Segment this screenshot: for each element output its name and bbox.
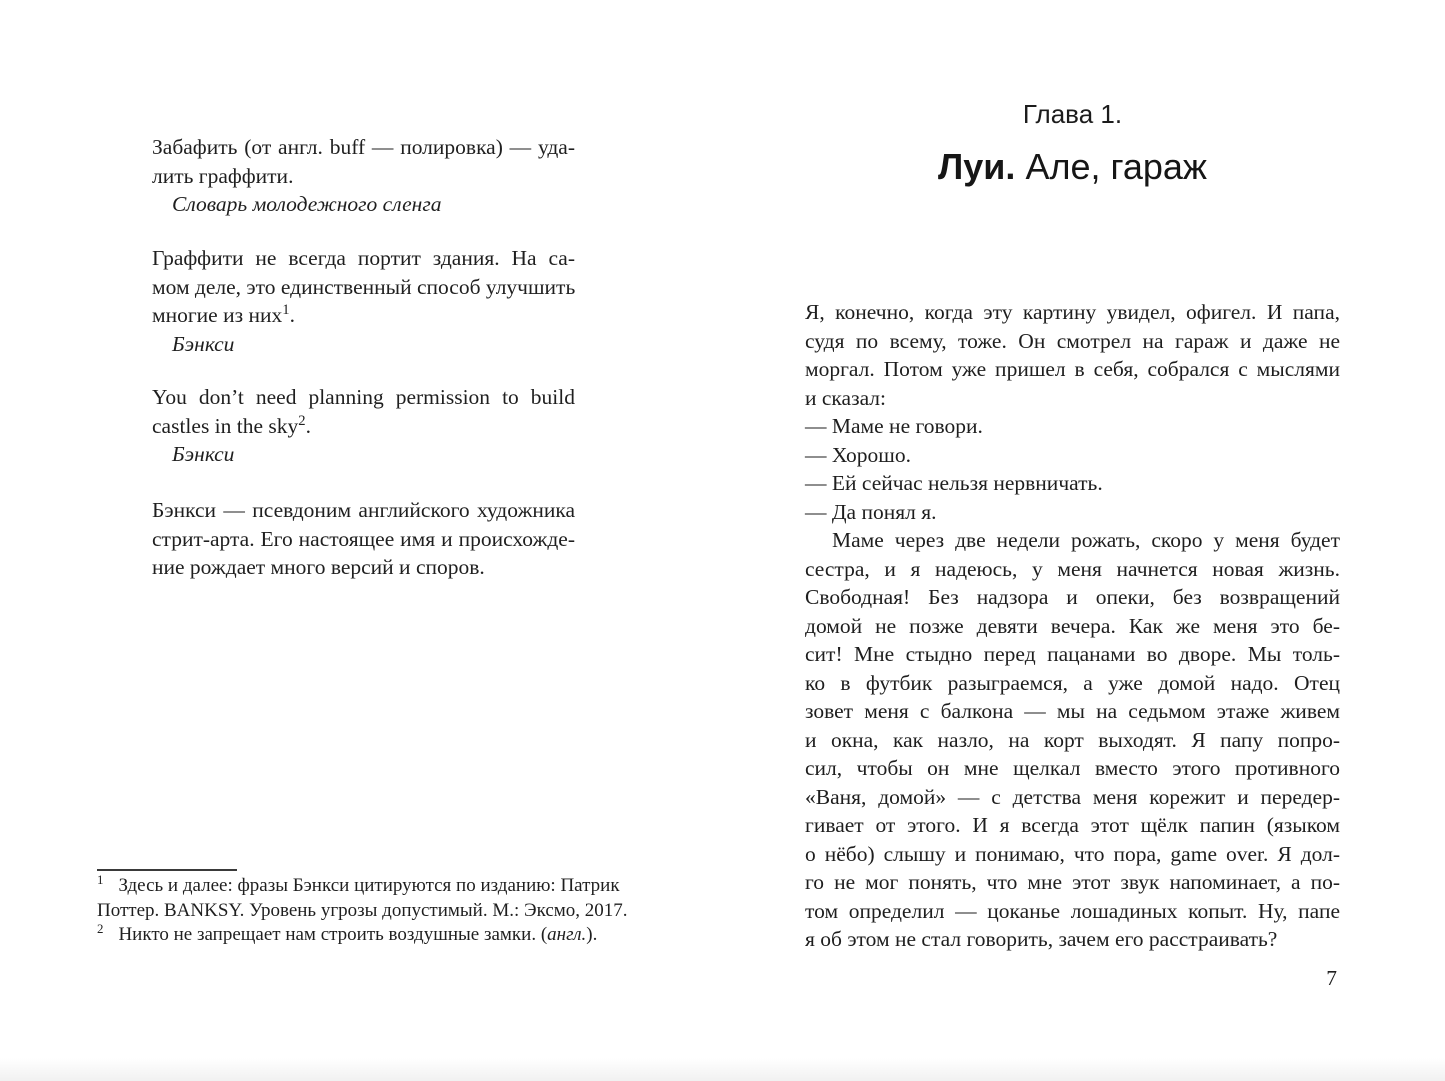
text-segment: Бэнкси — псевдоним английского художника bbox=[152, 498, 575, 522]
text-line bbox=[152, 133, 575, 162]
text-line bbox=[805, 412, 1340, 441]
text-segment: «Ваня, домой» — с детства меня корежит и передер- bbox=[805, 784, 1340, 809]
text-segment: англ. bbox=[547, 924, 587, 945]
text-line bbox=[152, 244, 575, 273]
text-segment: гивает от этого. И я всегда этот щёлк папин (языком bbox=[805, 813, 1340, 837]
text-line bbox=[805, 298, 1340, 327]
footnote-marker: 1 bbox=[97, 871, 104, 887]
text-line bbox=[152, 553, 575, 582]
text-segment: ние рождает много версий и споров. bbox=[152, 555, 485, 579]
text-line bbox=[805, 144, 1340, 190]
text-segment: You don’t need planning permission to build bbox=[152, 385, 575, 409]
page-bottom-edge bbox=[0, 1058, 1445, 1081]
text-segment: я об этом не стал говорить, зачем его расстраивать? bbox=[805, 927, 1278, 951]
text-line bbox=[805, 783, 1340, 812]
text-line bbox=[805, 754, 1340, 783]
text-line bbox=[152, 412, 575, 441]
text-line bbox=[805, 355, 1340, 384]
text-segment: стрит-арта. Его настоящее имя и происхожде- bbox=[152, 526, 575, 551]
chapter-title bbox=[805, 144, 1340, 190]
text-line bbox=[152, 301, 575, 330]
text-line bbox=[97, 871, 620, 899]
text-segment: Граффити не всегда портит здания. На са- bbox=[152, 246, 575, 270]
text-segment: домой не позже девяти вечера. Как же меня это бе- bbox=[805, 613, 1340, 638]
epigraph-text bbox=[152, 133, 575, 190]
text-line bbox=[152, 162, 575, 191]
text-line bbox=[805, 498, 1340, 527]
text-segment: многие из них bbox=[152, 303, 283, 327]
text-segment: о нёбо) слышу и понимаю, что пора, game over. Я дол- bbox=[805, 841, 1340, 866]
text-segment: мом деле, это единственный способ улучшить bbox=[152, 274, 576, 299]
text-segment: Поттер. BANKSY. Уровень угрозы допустимый. М.: Эксмо, 2017. bbox=[97, 899, 628, 921]
footnote-ref: 1 bbox=[282, 301, 290, 318]
text-segment: — Маме не говори. bbox=[805, 414, 983, 438]
epigraph-attribution: Словарь молодежного сленга bbox=[172, 192, 442, 216]
text-line bbox=[805, 384, 1340, 413]
text-segment: том определил — цоканье лошадиных копыт. Ну, папе bbox=[805, 898, 1340, 923]
text-segment: зовет меня с балкона — мы на седьмом этаже живем bbox=[805, 699, 1340, 723]
text-segment: го не мог понять, что мне этот звук напоминает, а по- bbox=[805, 870, 1340, 894]
text-segment: Але, гараж bbox=[1015, 146, 1207, 187]
text-segment: Никто не запрещает нам строить воздушные замки. ( bbox=[118, 924, 548, 945]
epigraph-text bbox=[152, 383, 575, 440]
text-line bbox=[805, 441, 1340, 470]
text-segment: и окна, как назло, на корт выходят. Я папу попро- bbox=[805, 727, 1340, 752]
page-number: 7 bbox=[1326, 966, 1337, 990]
text-segment: моргал. Потом уже пришел в себя, собрался с мыслями bbox=[805, 357, 1340, 381]
text-line bbox=[805, 555, 1340, 584]
text-segment: Здесь и далее: фразы Бэнкси цитируются по изданию: Патрик bbox=[118, 875, 620, 896]
text-segment: Забафить (от англ. buff — полировка) — уда- bbox=[152, 135, 575, 159]
text-segment: судя по всему, тоже. Он смотрел на гараж и даже не bbox=[805, 328, 1340, 353]
text-line bbox=[805, 526, 1340, 555]
text-line bbox=[152, 525, 575, 554]
footnote-marker: 2 bbox=[97, 920, 104, 936]
text-segment: castles in the sky bbox=[152, 413, 299, 438]
footnotes bbox=[97, 871, 628, 948]
text-line bbox=[152, 273, 575, 302]
chapter-number: Глава 1. bbox=[1022, 99, 1123, 129]
text-segment: — Да понял я. bbox=[805, 499, 937, 524]
text-line bbox=[805, 469, 1340, 498]
epigraph-block bbox=[152, 383, 575, 469]
text-line bbox=[152, 496, 575, 525]
text-line bbox=[805, 925, 1340, 954]
epigraph-attribution: Бэнкси bbox=[172, 331, 235, 356]
text-line bbox=[805, 726, 1340, 755]
text-segment: ко в футбик разыграемся, а уже домой надо. Отец bbox=[805, 670, 1340, 695]
text-segment: Свободная! Без надзора и опеки, без возвращений bbox=[805, 585, 1340, 609]
text-segment: Луи. bbox=[938, 146, 1016, 187]
footnote-divider bbox=[97, 869, 237, 871]
text-line bbox=[805, 327, 1340, 356]
text-segment: — Хорошо. bbox=[805, 442, 911, 467]
text-line bbox=[97, 920, 617, 948]
footnote bbox=[97, 920, 617, 948]
text-line bbox=[805, 897, 1340, 926]
text-segment: сит! Мне стыдно перед пацанами во дворе. Мы толь- bbox=[805, 642, 1340, 666]
epigraph-text bbox=[152, 496, 575, 582]
text-segment: — Ей сейчас нельзя нервничать. bbox=[805, 471, 1103, 495]
text-line bbox=[805, 697, 1340, 726]
text-line bbox=[97, 899, 628, 924]
text-segment: ). bbox=[586, 924, 598, 945]
epigraph-text bbox=[152, 244, 575, 330]
text-line bbox=[805, 669, 1340, 698]
text-segment: сил, чтобы он мне щелкал вместо этого противного bbox=[805, 756, 1340, 780]
text-segment: Маме через две недели рожать, скоро у меня будет bbox=[832, 528, 1340, 552]
text-segment: лить граффити. bbox=[152, 163, 294, 188]
text-line bbox=[805, 811, 1340, 840]
text-line bbox=[805, 583, 1340, 612]
text-line bbox=[805, 612, 1340, 641]
text-segment: . bbox=[305, 413, 311, 438]
text-line bbox=[152, 383, 575, 412]
text-line bbox=[805, 840, 1340, 869]
text-line bbox=[805, 640, 1340, 669]
text-line bbox=[805, 868, 1340, 897]
text-segment: и сказал: bbox=[805, 385, 887, 410]
footnote bbox=[97, 871, 628, 923]
footnote-ref: 2 bbox=[298, 412, 306, 429]
text-segment: . bbox=[289, 303, 295, 327]
text-segment: Я, конечно, когда эту картину увидел, офигел. И папа, bbox=[805, 300, 1340, 324]
epigraph-block bbox=[152, 496, 575, 582]
epigraph-block bbox=[152, 133, 575, 219]
text-segment: сестра, и я надеюсь, у меня начнется новая жизнь. bbox=[805, 556, 1340, 581]
epigraph-attribution: Бэнкси bbox=[172, 442, 235, 466]
epigraph-block bbox=[152, 244, 575, 358]
chapter-body-text bbox=[805, 298, 1340, 954]
